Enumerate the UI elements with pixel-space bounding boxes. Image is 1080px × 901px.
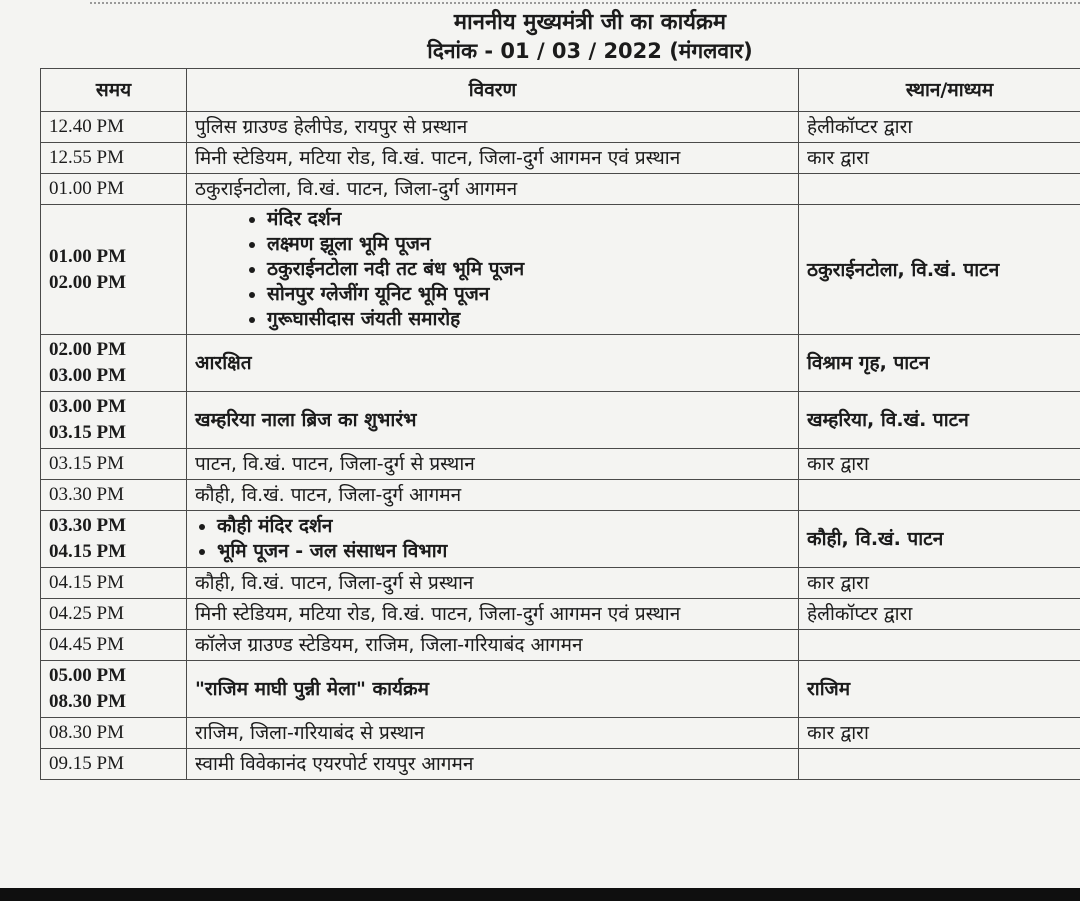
activity-item: • गुरूघासीदास जंयती समारोह [267, 307, 790, 332]
table-row [41, 661, 1080, 718]
place-cell [799, 749, 1080, 780]
header-description: विवरण [187, 69, 799, 112]
bottom-edge-bar [0, 888, 1080, 901]
time-value: 05.00 PM [49, 665, 127, 686]
header-place: स्थान/माध्यम [799, 69, 1080, 112]
time-cell [41, 511, 187, 568]
time-value: 01.00 PM [49, 245, 127, 267]
table-row [41, 749, 1080, 780]
time-cell [41, 568, 187, 599]
description-cell: खम्हरिया नाला ब्रिज का शुभारंभ [187, 392, 799, 449]
time-cell [41, 392, 187, 449]
schedule-table [40, 68, 1080, 780]
activity-item: • भूमि पूजन - जल संसाधन विभाग [217, 539, 790, 564]
place-cell: कार द्वारा [799, 143, 1080, 174]
time-cell [41, 749, 187, 780]
description-cell: कौही, वि.खं. पाटन, जिला-दुर्ग आगमन [187, 480, 799, 511]
document-heading [0, 8, 1080, 66]
table-row [41, 335, 1080, 392]
table-row [41, 392, 1080, 449]
description-cell: आरक्षित [187, 335, 799, 392]
table-row [41, 599, 1080, 630]
time-value: 01.00 PM [49, 178, 124, 199]
time-cell [41, 480, 187, 511]
description-cell: स्वामी विवेकानंद एयरपोर्ट रायपुर आगमन [187, 749, 799, 780]
time-value: 12.55 PM [49, 147, 124, 168]
place-cell [799, 480, 1080, 511]
time-value: 12.40 PM [49, 116, 124, 137]
time-cell [41, 143, 187, 174]
page-title: माननीय मुख्यमंत्री जी का कार्यक्रम [453, 10, 727, 35]
time-cell [41, 205, 187, 335]
time-cell [41, 449, 187, 480]
time-cell [41, 630, 187, 661]
place-cell [799, 630, 1080, 661]
time-cell [41, 112, 187, 143]
table-row [41, 143, 1080, 174]
time-value: 04.45 PM [49, 634, 124, 655]
place-cell: कार द्वारा [799, 718, 1080, 749]
table-row [41, 630, 1080, 661]
description-cell: मिनी स्टेडियम, मटिया रोड, वि.खं. पाटन, जिला-दुर्ग आगमन एवं प्रस्थान [187, 599, 799, 630]
activity-list [195, 514, 790, 564]
place-cell: खम्हरिया, वि.खं. पाटन [799, 392, 1080, 449]
activity-item: • लक्ष्मण झूला भूमि पूजन [267, 232, 790, 257]
activity-item: • कौही मंदिर दर्शन [217, 514, 790, 539]
place-cell: कौही, वि.खं. पाटन [799, 511, 1080, 568]
date-line: दिनांक - 01 / 03 / 2022 (मंगलवार) [427, 39, 753, 63]
time-value: 03.00 PM [49, 396, 127, 417]
time-cell [41, 335, 187, 392]
table-row [41, 174, 1080, 205]
activity-item: • मंदिर दर्शन [267, 207, 790, 232]
place-cell: हेलीकॉप्टर द्वारा [799, 112, 1080, 143]
activity-item: • सोनपुर ग्लेजींग यूनिट भूमि पूजन [267, 282, 790, 307]
place-cell: राजिम [799, 661, 1080, 718]
description-cell [187, 511, 799, 568]
description-cell: "राजिम माघी पुन्नी मेला" कार्यक्रम [187, 661, 799, 718]
schedule-body [41, 112, 1080, 780]
time-value: 03.30 PM [49, 484, 124, 505]
time-value: 08.30 PM [49, 691, 127, 712]
description-cell: कॉलेज ग्राउण्ड स्टेडियम, राजिम, जिला-गरियाबंद आगमन [187, 630, 799, 661]
place-cell: कार द्वारा [799, 449, 1080, 480]
time-value: 09.15 PM [49, 753, 124, 774]
time-value: 04.25 PM [49, 603, 124, 624]
table-row [41, 511, 1080, 568]
description-cell: मिनी स्टेडियम, मटिया रोड, वि.खं. पाटन, जिला-दुर्ग आगमन एवं प्रस्थान [187, 143, 799, 174]
description-cell: राजिम, जिला-गरियाबंद से प्रस्थान [187, 718, 799, 749]
description-cell: पुलिस ग्राउण्ड हेलीपेड, रायपुर से प्रस्थान [187, 112, 799, 143]
top-dotted-rule [90, 2, 1080, 4]
table-row [41, 205, 1080, 335]
time-value: 08.30 PM [49, 722, 124, 743]
description-cell: ठकुराईनटोला, वि.खं. पाटन, जिला-दुर्ग आगमन [187, 174, 799, 205]
time-value: 03.15 PM [49, 422, 127, 443]
activity-item: • ठकुराईनटोला नदी तट बंध भूमि पूजन [267, 257, 790, 282]
table-row [41, 718, 1080, 749]
time-value: 03.30 PM [49, 515, 127, 536]
header-time: समय [41, 69, 187, 112]
table-row [41, 480, 1080, 511]
time-cell [41, 718, 187, 749]
table-row [41, 112, 1080, 143]
description-cell: पाटन, वि.खं. पाटन, जिला-दुर्ग से प्रस्थान [187, 449, 799, 480]
table-row [41, 568, 1080, 599]
time-value: 02.00 PM [49, 339, 127, 360]
place-cell: विश्राम गृह, पाटन [799, 335, 1080, 392]
description-cell [187, 205, 799, 335]
time-value: 02.00 PM [49, 271, 127, 293]
time-value: 04.15 PM [49, 572, 124, 593]
description-cell: कौही, वि.खं. पाटन, जिला-दुर्ग से प्रस्थान [187, 568, 799, 599]
time-value: 03.15 PM [49, 453, 124, 474]
time-cell [41, 661, 187, 718]
time-value: 03.00 PM [49, 365, 127, 386]
place-cell: कार द्वारा [799, 568, 1080, 599]
place-cell: ठकुराईनटोला, वि.खं. पाटन [799, 205, 1080, 335]
time-cell [41, 174, 187, 205]
table-header-row [41, 69, 1080, 112]
time-cell [41, 599, 187, 630]
table-row [41, 449, 1080, 480]
place-cell: हेलीकॉप्टर द्वारा [799, 599, 1080, 630]
place-cell [799, 174, 1080, 205]
activity-list [195, 207, 790, 332]
time-value: 04.15 PM [49, 541, 127, 562]
